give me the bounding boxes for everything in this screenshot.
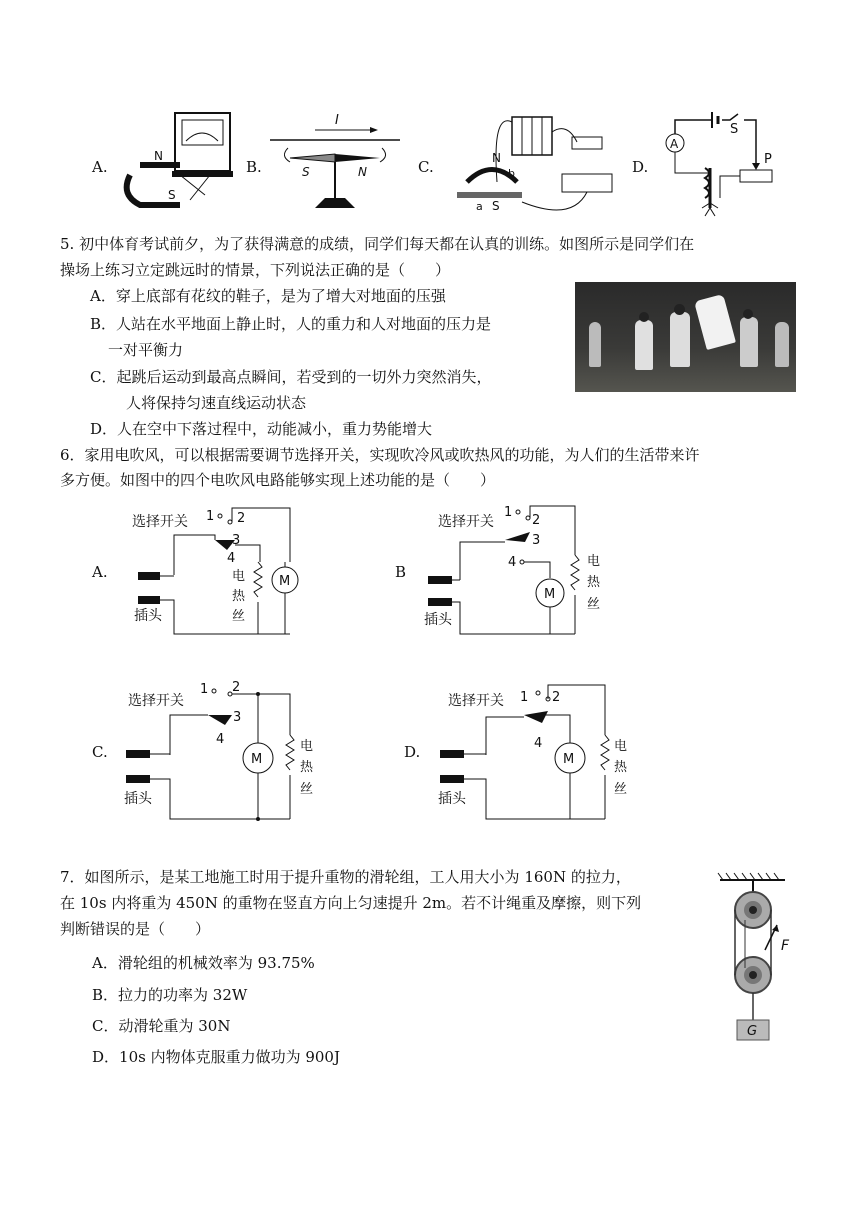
q4-option-b: B. bbox=[246, 158, 262, 176]
q5-option-b-line2: 一对平衡力 bbox=[108, 341, 184, 359]
q6-a-contact-1: 1 bbox=[206, 509, 215, 524]
q6-c-motor: M bbox=[251, 752, 263, 767]
q4-b-n-label: N bbox=[358, 165, 367, 179]
q4-figure-a bbox=[110, 105, 240, 215]
long-jump-photo bbox=[575, 282, 796, 392]
q7-stem-line1: 7．如图所示，是某工地施工时用于提升重物的滑轮组，工人用大小为 160N 的拉力， bbox=[60, 868, 631, 886]
q7-option-c: C．动滑轮重为 30N bbox=[92, 1017, 231, 1035]
q4-b-current-label: I bbox=[335, 113, 339, 128]
q6-c-contact-2: 2 bbox=[232, 680, 241, 695]
q5-option-a: A．穿上底部有花纹的鞋子，是为了增大对地面的压强 bbox=[90, 287, 446, 305]
q4-c-a-label: a bbox=[476, 200, 483, 213]
q4-c-n-label: N bbox=[492, 151, 501, 165]
q6-d-switch-label: 选择开关 bbox=[448, 693, 504, 709]
q6-b-switch-label: 选择开关 bbox=[438, 514, 494, 530]
q6-d-motor: M bbox=[563, 752, 575, 767]
q6-a-heater-2: 热 bbox=[232, 589, 246, 604]
q6-d-heater-2: 热 bbox=[614, 760, 628, 775]
q4-d-a-label: A bbox=[670, 137, 679, 151]
q7-option-b: B．拉力的功率为 32W bbox=[92, 986, 248, 1004]
q4-figure-c bbox=[452, 102, 627, 222]
q5-option-c-line2: 人将保持匀速直线运动状态 bbox=[126, 394, 307, 412]
q6-option-c: C. bbox=[92, 743, 108, 761]
q6-c-contact-4: 4 bbox=[216, 732, 225, 747]
q6-a-plug-label: 插头 bbox=[134, 608, 162, 624]
q4-c-s-label: S bbox=[492, 199, 500, 213]
q6-option-b: B bbox=[395, 563, 407, 581]
q5-option-b-line1: B．人站在水平地面上静止时，人的重力和人对地面的压力是 bbox=[90, 315, 492, 333]
q6-a-contact-3: 3 bbox=[232, 533, 241, 548]
q6-a-motor: M bbox=[279, 574, 291, 589]
q4-option-a: A. bbox=[92, 158, 108, 176]
q7-weight-label: G bbox=[747, 1024, 758, 1039]
q6-d-plug-label: 插头 bbox=[438, 791, 466, 807]
q4-a-n-label: N bbox=[154, 149, 163, 163]
q6-a-heater-1: 电 bbox=[232, 569, 246, 584]
q7-pulley-figure bbox=[715, 870, 805, 1045]
q6-b-heater-2: 热 bbox=[587, 575, 601, 590]
q6-b-heater-1: 电 bbox=[587, 554, 601, 569]
q6-circuit-c bbox=[120, 675, 330, 825]
q6-b-motor: M bbox=[544, 587, 556, 602]
q6-c-contact-3: 3 bbox=[233, 710, 242, 725]
q7-stem-line2: 在 10s 内将重为 450N 的重物在竖直方向上匀速提升 2m。若不计绳重及摩擦，则下列 bbox=[60, 894, 642, 912]
q6-b-contact-3: 3 bbox=[532, 533, 541, 548]
q6-d-heater-1: 电 bbox=[614, 739, 628, 754]
q6-a-contact-2: 2 bbox=[237, 511, 246, 526]
q6-a-heater-3: 丝 bbox=[232, 609, 246, 624]
q4-b-s-label: S bbox=[302, 165, 310, 179]
q6-circuit-b bbox=[420, 500, 630, 640]
q6-c-heater-3: 丝 bbox=[300, 782, 314, 797]
q6-option-d: D. bbox=[404, 743, 421, 761]
q6-b-contact-2: 2 bbox=[532, 513, 541, 528]
q4-figure-d bbox=[660, 108, 780, 223]
q6-b-heater-3: 丝 bbox=[587, 597, 601, 612]
q4-d-s-label: S bbox=[730, 122, 739, 137]
q6-d-heater-3: 丝 bbox=[614, 782, 628, 797]
q6-d-contact-3: 4 bbox=[534, 736, 543, 751]
q6-c-contact-1: 1 bbox=[200, 682, 209, 697]
q4-option-d: D. bbox=[632, 158, 649, 176]
q7-force-label: F bbox=[781, 938, 790, 954]
q6-d-contact-1: 1 bbox=[520, 690, 529, 705]
q5-stem-line1: 5. 初中体育考试前夕，为了获得满意的成绩，同学们每天都在认真的训练。如图所示是同学们在 bbox=[60, 235, 695, 253]
q6-c-heater-1: 电 bbox=[300, 739, 314, 754]
q6-circuit-d bbox=[430, 675, 640, 825]
q6-option-a: A. bbox=[92, 563, 108, 581]
q6-b-contact-1: 1 bbox=[504, 505, 513, 520]
q6-stem-line2: 多方便。如图中的四个电吹风电路能够实现上述功能的是（ ） bbox=[60, 471, 496, 489]
q4-figure-b bbox=[270, 110, 410, 210]
q7-stem-line3: 判断错误的是（ ） bbox=[60, 920, 211, 938]
q6-a-switch-label: 选择开关 bbox=[132, 514, 188, 530]
q4-c-b-label: b bbox=[508, 167, 515, 180]
q6-circuit-a bbox=[120, 500, 330, 640]
q4-a-s-label: S bbox=[168, 188, 176, 202]
q5-stem-line2: 操场上练习立定跳远时的情景，下列说法正确的是（ ） bbox=[60, 261, 451, 279]
q6-c-plug-label: 插头 bbox=[124, 791, 152, 807]
q6-b-contact-4: 4 bbox=[508, 555, 517, 570]
q4-d-p-label: P bbox=[764, 152, 772, 167]
q6-stem-line1: 6．家用电吹风，可以根据需要调节选择开关，实现吹冷风或吹热风的功能，为人们的生活带来许 bbox=[60, 446, 700, 464]
q4-option-c: C. bbox=[418, 158, 434, 176]
q6-d-contact-2: 2 bbox=[552, 690, 561, 705]
q7-option-a: A．滑轮组的机械效率为 93.75% bbox=[92, 954, 315, 972]
q6-b-plug-label: 插头 bbox=[424, 612, 452, 628]
q5-option-d: D．人在空中下落过程中，动能减小，重力势能增大 bbox=[90, 420, 433, 438]
q7-option-d: D．10s 内物体克服重力做功为 900J bbox=[92, 1048, 340, 1066]
q5-option-c-line1: C．起跳后运动到最高点瞬间，若受到的一切外力突然消失， bbox=[90, 368, 492, 386]
q6-c-switch-label: 选择开关 bbox=[128, 693, 184, 709]
q6-a-contact-4: 4 bbox=[227, 551, 236, 566]
q6-c-heater-2: 热 bbox=[300, 760, 314, 775]
